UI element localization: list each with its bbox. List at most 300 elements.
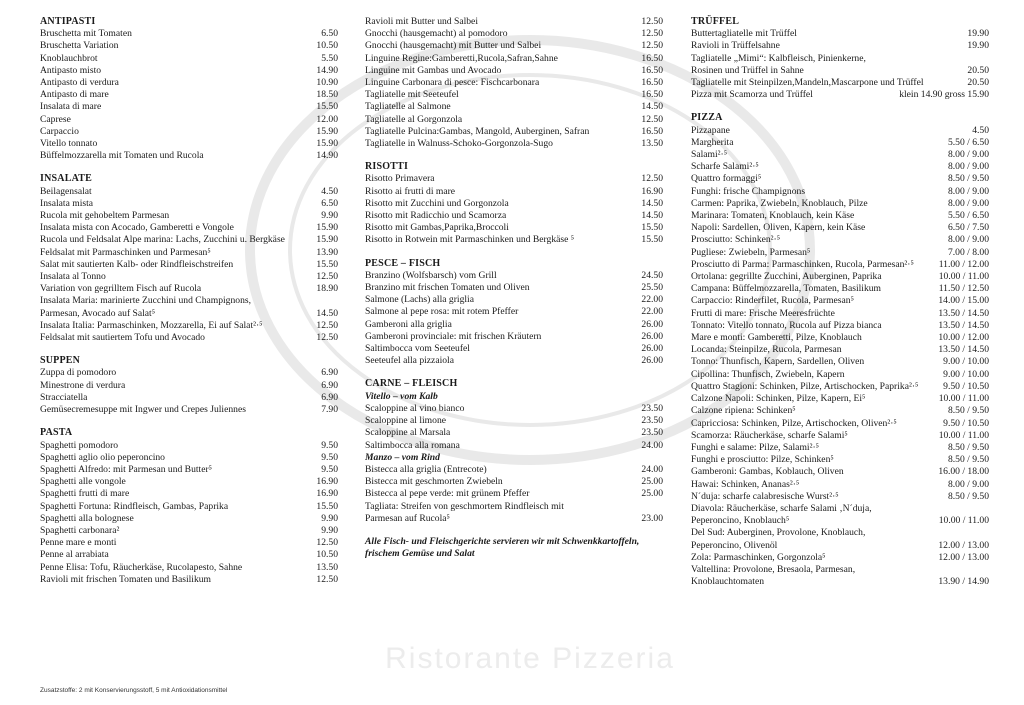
dish-name: Ravioli mit Butter und Salbei [365,16,478,27]
dish-price: 12.00 [316,113,338,125]
menu-item [40,380,338,392]
dish-price: 15.90 [316,222,338,234]
dish-name: Seeteufel alla pizzaiola [365,355,454,367]
menu-item [691,222,989,234]
dish-name: Insalata mista con Acocado, Gamberetti e Vongole [40,222,234,234]
dish-price: 19.90 [967,40,989,52]
dish-name: Linguine Carbonara di pesce: Fischcarbonara [365,77,540,89]
dish-price: 15.90 [316,234,338,246]
dish-name: Scaloppine al limone [365,415,446,427]
menu-item [40,452,338,464]
dish-name: Gnocchi (hausgemacht) mit Butter und Salbei [365,40,542,52]
dish-price: 8.00 / 9.00 [947,185,989,197]
dish-name: Bruschetta mit Tomaten [40,28,132,40]
dish-name: Prosciutto di Parma: Parmaschinken, Rucola, Parmesan²·⁵ [691,258,914,270]
dish-price: 18.50 [316,89,338,101]
dish-name: Risotto ai frutti di mare [365,185,456,197]
menu-section-continued [365,16,663,150]
dish-name: Quattro formaggi⁵ [691,173,762,185]
dish-name: Zola: Parmaschinken, Gorgonzola⁵ [691,551,826,563]
menu-item [40,247,338,259]
section-title: TRÜFFEL [691,16,740,27]
dish-name: Pizza mit Scamorza und Trüffel [691,89,813,101]
dish-name: Penne mare e monti [40,537,117,549]
dish-name: Ortolana: gegrillte Zucchini, Auberginen, Paprika [691,271,882,283]
menu-item [365,173,663,185]
menu-item [365,282,663,294]
dish-price: 10.50 [316,549,338,561]
menu-item [40,367,338,379]
dish-price: 20.50 [967,77,989,89]
dish-name: Bistecca alla griglia (Entrecote) [365,463,487,475]
dish-name: Salmone al pepe rosa: mit rotem Pfeffer [365,306,519,318]
menu-item [691,161,989,173]
menu-item [691,198,989,210]
dish-price: 16.50 [641,89,663,101]
menu-item [40,562,338,574]
dish-name: Penne Elisa: Tofu, Räucherkäse, Rucolapesto, Sahne [40,561,243,573]
dish-name: Penne al arrabiata [40,549,109,561]
menu-item [365,343,663,355]
dish-price: 14.50 [316,307,338,319]
menu-item [691,442,989,454]
dish-price: 4.50 [321,185,338,197]
dish-price: 12.50 [641,113,663,125]
dish-name: Carmen: Paprika, Zwiebeln, Knoblauch, Pilze [691,197,868,209]
dish-name: Branzino mit frischen Tomaten und Oliven [365,282,530,294]
menu-item [365,464,663,476]
menu-item [691,503,989,515]
menu-item [365,101,663,113]
menu-item [365,222,663,234]
dish-price: 15.50 [316,101,338,113]
dish-name: Carpaccio: Rinderfilet, Rucola, Parmesan⁵ [691,295,854,307]
subheading-label: Vitello – vom Kalb [365,390,438,402]
dish-name: Capricciosa: Schinken, Pilze, Artischocken, Oliven²·⁵ [691,417,897,429]
dish-name: Tagliatelle mit Seeteufel [365,89,459,101]
dish-name: Variation von gegrilltem Fisch auf Rucola [40,283,202,295]
dish-name: Caprese [40,113,71,125]
menu-item [40,126,338,138]
dish-price: 12.50 [316,573,338,585]
dish-price: 15.50 [641,234,663,246]
menu-item [365,501,663,513]
dish-price: 15.90 [316,138,338,150]
dish-name: Insalata al Tonno [40,271,106,283]
menu-item [40,549,338,561]
dish-price: 10.00 / 11.00 [938,271,989,283]
menu-item [40,53,338,65]
dish-name: Hawai: Schinken, Ananas²·⁵ [691,478,800,490]
dish-name: Spaghetti carbonara² [40,524,120,536]
dish-price: 13.50 / 14.50 [938,307,989,319]
menu-item [40,464,338,476]
dish-price: 10.00 / 11.00 [938,393,989,405]
dish-price: 18.90 [316,283,338,295]
dish-price: 13.90 [316,246,338,258]
dish-price: 16.50 [641,77,663,89]
dish-name: Mare e monti: Gamberetti, Pilze, Knoblauch [691,332,862,344]
dish-name: Knoblauchtomaten [691,576,764,588]
dish-name: Beilagensalat [40,185,92,197]
menu-item [40,574,338,586]
dish-price: 19.90 [967,28,989,40]
dish-price: 8.50 / 9.50 [947,173,989,185]
dish-price: 13.50 [641,138,663,150]
dish-price: 25.00 [641,488,663,500]
menu-item [691,40,989,52]
dish-price: 10.00 / 11.00 [938,429,989,441]
dish-name: Ravioli in Trüffelsahne [691,40,780,52]
menu-item [365,415,663,427]
dish-price: 13.50 / 14.50 [938,319,989,331]
watermark-text: Ristorante Pizzeria [385,642,675,675]
dish-price: 6.50 [321,28,338,40]
dish-price: 9.90 [321,210,338,222]
menu-item [40,186,338,198]
additives-footnote: Zusatzstoffe: 2 mit Konservierungsstoff, 5 mit Antioxidationsmittel [40,687,228,694]
dish-price: 26.00 [641,343,663,355]
menu-item [691,418,989,430]
menu-item [365,16,663,28]
menu-item [365,234,663,246]
dish-price: 16.50 [641,125,663,137]
dish-price: 16.90 [316,476,338,488]
dish-name: Gamberoni: Gambas, Koblauch, Oliven [691,466,844,478]
section-title: RISOTTI [365,161,409,173]
dish-name: Marinara: Tomaten, Knoblauch, kein Käse [691,210,855,222]
menu-item [691,515,989,527]
dish-price: 23.50 [641,427,663,439]
dish-price: 8.50 / 9.50 [947,454,989,466]
dish-name: Pugliese: Zwiebeln, Parmesan⁵ [691,246,811,258]
dish-price: 8.00 / 9.00 [947,478,989,490]
menu-item [365,77,663,89]
dish-name: Scamorza: Räucherkäse, scharfe Salami⁵ [691,429,848,441]
menu-item [40,537,338,549]
dish-price: 15.50 [641,222,663,234]
menu-item [365,403,663,415]
dish-price: 26.00 [641,355,663,367]
section-title: INSALATE [40,173,92,185]
dish-name: Salami²·⁵ [691,149,728,161]
menu-item [40,65,338,77]
dish-name: Funghi e salame: Pilze, Salami²·⁵ [691,441,819,453]
dish-name: Del Sud: Auberginen, Provolone, Knoblauch, [691,527,866,539]
menu-item [365,476,663,488]
dish-name: N´duja: scharfe calabresische Wurst²·⁵ [691,490,839,502]
menu-item [691,466,989,478]
menu-item [40,89,338,101]
dish-price: 8.00 / 9.00 [947,149,989,161]
menu-item [40,198,338,210]
menu-item [40,440,338,452]
menu-item [40,77,338,89]
menu-item [691,295,989,307]
menu-section-insalate [40,173,338,344]
menu-item [691,454,989,466]
dish-name: Insalata Italia: Parmaschinken, Mozzarella, Ei auf Salat²·⁵ [40,319,263,331]
dish-price: 11.50 / 12.50 [938,283,989,295]
dish-price: 6.90 [321,367,338,379]
dish-price: 12.50 [641,40,663,52]
dish-name: Bistecca mit geschmorten Zwiebeln [365,476,503,488]
menu-item [40,320,338,332]
dish-price: 5.50 / 6.50 [947,136,989,148]
dish-name: Zuppa di pomodoro [40,367,117,379]
menu-item [40,150,338,162]
dish-price: 13.90 / 14.90 [938,576,989,588]
menu-item [691,540,989,552]
dish-name: Saltimbocca vom Seeteufel [365,343,470,355]
dish-price: 5.50 / 6.50 [947,210,989,222]
dish-name: Tagliatelle in Walnuss-Schoko-Gorgonzola-Sugo [365,138,553,150]
menu-item [365,488,663,500]
dish-name: Rucola mit gehobeltem Parmesan [40,210,170,222]
section-title: PASTA [40,427,73,439]
menu-item [365,198,663,210]
dish-name: Locanda: Steinpilze, Rucola, Parmesan [691,344,842,356]
dish-name: Napoli: Sardellen, Oliven, Kapern, kein Käse [691,222,866,234]
dish-price: 15.90 [316,125,338,137]
menu-item [40,404,338,416]
dish-name: Insalata mista [40,197,94,209]
menu-section-pizza [691,112,989,588]
dish-name: Tagliatelle „Mimi“: Kalbfleisch, Pinienkerne, [691,52,866,64]
dish-name: Bistecca al pepe verde: mit grünem Pfeffer [365,488,530,500]
subheading-label: Manzo – vom Rind [365,451,440,463]
menu-item [40,392,338,404]
dish-price: 13.50 / 14.50 [938,344,989,356]
menu-item [365,53,663,65]
dish-name: Rucola und Feldsalat Alpe marina: Lachs, Zucchini u. Bergkäse [40,234,285,246]
menu-section-pesce-fisch [365,258,663,368]
dish-price: 7.90 [321,404,338,416]
menu-item [691,479,989,491]
menu-item [691,77,989,89]
dish-name: Scaloppine al Marsala [365,427,451,439]
dish-price: 9.50 [321,439,338,451]
dish-name: Insalata Maria: marinierte Zucchini und Champignons, [40,295,252,307]
dish-name: Funghi e prosciutto: Pilze, Schinken⁵ [691,454,834,466]
dish-name: Spaghetti pomodoro [40,439,119,451]
dish-name: Tagliata: Streifen von geschmortem Rindfleisch mit [365,500,564,512]
dish-name: Cipollina: Thunfisch, Zwiebeln, Kapern [691,368,845,380]
dish-price: 12.50 [316,319,338,331]
dish-name: Risotto mit Radicchio und Scamorza [365,210,507,222]
menu-item [40,222,338,234]
menu-item [691,89,989,101]
dish-name: Tagliatelle Pulcina:Gambas, Mangold, Auberginen, Safran [365,125,590,137]
dish-price: 6.50 [321,197,338,209]
menu-item [365,89,663,101]
menu-item [365,355,663,367]
dish-name: Knoblauchbrot [40,52,98,64]
dish-price: 9.00 / 10.00 [943,368,989,380]
menu-section-suppen [40,355,338,416]
dish-price: 12.50 [641,28,663,40]
dish-price: 4.50 [972,124,989,136]
dish-name: Risotto Primavera [365,173,435,185]
section-title: ANTIPASTI [40,16,96,27]
menu-item [365,40,663,52]
dish-price: 12.50 [316,332,338,344]
dish-price: 6.90 [321,379,338,391]
dish-name: Feldsalat mit sautiertem Tofu und Avocado [40,332,205,344]
dish-price: 10.00 / 12.00 [938,332,989,344]
dish-name: Risotto in Rotwein mit Parmaschinken und Bergkäse ⁵ [365,234,575,246]
dish-name: Stracciatella [40,391,88,403]
menu-item [691,271,989,283]
menu-item [365,28,663,40]
menu-item [365,270,663,282]
menu-item [691,125,989,137]
dish-price: 9.90 [321,524,338,536]
dish-name: Quattro Stagioni: Schinken, Pilze, Artischocken, Paprika²·⁵ [691,380,919,392]
dish-price: 14.00 / 15.00 [938,295,989,307]
menu-item [40,295,338,307]
menu-item [691,576,989,588]
menu-item [691,210,989,222]
dish-name: Frutti di mare: Frische Meeresfrüchte [691,307,835,319]
dish-price: 14.50 [641,101,663,113]
dish-price: 8.00 / 9.00 [947,234,989,246]
menu-item [691,405,989,417]
dish-price: 13.50 [316,561,338,573]
dish-name: Antipasto di verdura [40,77,119,89]
menu-item [691,332,989,344]
dish-name: Campana: Büffelmozzarella, Tomaten, Basilikum [691,283,881,295]
dish-price: 26.00 [641,330,663,342]
dish-price: 11.00 / 12.00 [938,258,989,270]
dish-name: Scaloppine al vino bianco [365,402,465,414]
menu-section-pasta [40,427,338,586]
dish-name: Risotto mit Gambas,Paprika,Broccoli [365,222,509,234]
dish-price: 12.00 / 13.00 [938,551,989,563]
dish-name: Spaghetti alle vongole [40,476,126,488]
menu-item [365,331,663,343]
dish-name: Tonno: Thunfisch, Kapern, Sardellen, Oliven [691,356,865,368]
dish-name: Pizzapane [691,124,730,136]
dish-name: Salat mit sautierten Kalb- oder Rindfleischstreifen [40,258,234,270]
dish-price: 9.50 [321,451,338,463]
dish-price: 25.50 [641,282,663,294]
menu-item [365,126,663,138]
dish-price: 10.00 / 11.00 [938,515,989,527]
dish-price: 16.90 [641,185,663,197]
menu-item [691,247,989,259]
dish-price: 20.50 [967,64,989,76]
dish-name: Diavola: Räucherkäse, scharfe Salami ‚N´duja, [691,502,872,514]
menu-section-antipasti [40,16,338,162]
dish-name: Scharfe Salami²·⁵ [691,161,759,173]
dish-price: 6.50 / 7.50 [947,222,989,234]
dish-name: Spaghetti Fortuna: Rindfleisch, Gambas, Paprika [40,500,229,512]
menu-item [691,53,989,65]
dish-name: Feldsalat mit Parmaschinken und Parmesan⁵ [40,246,211,258]
menu-item [691,173,989,185]
menu-item [691,393,989,405]
dish-name: Spaghetti aglio olio peperoncino [40,451,165,463]
dish-name: Gemüsecremesuppe mit Ingwer und Crepes Juliennes [40,404,246,416]
dish-name: Antipasto misto [40,64,102,76]
dish-name: Linguine Regine:Gamberetti,Rucola,Safran,Sahne [365,52,558,64]
dish-name: Tagliatelle al Gorgonzola [365,113,463,125]
menu-item [40,283,338,295]
dish-name: Spaghetti frutti di mare [40,488,130,500]
dish-price: 24.00 [641,439,663,451]
dish-price: 24.00 [641,463,663,475]
menu-item [365,114,663,126]
dish-name: Risotto mit Zucchini und Gorgonzola [365,197,509,209]
menu-item [40,476,338,488]
dish-price: 12.00 / 13.00 [938,539,989,551]
dish-name: Büffelmozzarella mit Tomaten und Rucola [40,150,204,162]
dish-price: 12.50 [641,16,663,27]
dish-price: 5.50 [321,52,338,64]
dish-name: Tagliatelle mit Steinpilzen,Mandeln,Mascarpone und Trüffel [691,77,924,89]
menu-column-2 [365,16,663,560]
menu-item [365,65,663,77]
dish-price: 6.90 [321,391,338,403]
dish-name: Funghi: frische Champignons [691,185,806,197]
menu-item [40,40,338,52]
dish-name: Saltimbocca alla romana [365,439,460,451]
section-title: PESCE – FISCH [365,257,441,269]
dish-price: 9.90 [321,512,338,524]
dish-name: Parmesan auf Rucola⁵ [365,512,450,524]
dish-price: 8.50 / 9.50 [947,441,989,453]
dish-price: 23.50 [641,415,663,427]
dish-price: 22.00 [641,306,663,318]
dish-price: 14.90 [316,150,338,162]
dish-name: Spaghetti Alfredo: mit Parmesan und Butter⁵ [40,463,213,475]
menu-item [365,427,663,439]
menu-item [691,259,989,271]
dish-price: 15.50 [316,500,338,512]
dish-name: Carpaccio [40,125,79,137]
menu-item [691,369,989,381]
dish-price: 8.00 / 9.00 [947,197,989,209]
menu-item [691,149,989,161]
dish-price: 8.50 / 9.50 [947,405,989,417]
dish-name: Branzino (Wolfsbarsch) vom Grill [365,269,497,281]
menu-item [365,138,663,150]
dish-price: 10.90 [316,77,338,89]
dish-name: Gamberoni provinciale: mit frischen Kräutern [365,330,542,342]
menu-item [691,28,989,40]
menu-item [691,356,989,368]
section-title: CARNE – FLEISCH [365,378,458,390]
menu-item [691,552,989,564]
section-title: PIZZA [691,112,723,124]
dish-name: Spaghetti alla bolognese [40,512,134,524]
dish-price: 24.50 [641,269,663,281]
dish-price: 15.50 [316,258,338,270]
section-title: SUPPEN [40,355,81,367]
dish-price: 14.50 [641,210,663,222]
dish-name: Linguine mit Gambas und Avocado [365,64,502,76]
menu-item [365,294,663,306]
menu-item [365,513,663,525]
dish-price: 9.50 / 10.50 [943,380,989,392]
menu-item [40,114,338,126]
dish-price: 16.50 [641,64,663,76]
dish-price: 12.50 [641,173,663,185]
menu-item [40,234,338,246]
menu-item [691,430,989,442]
menu-item [691,320,989,332]
